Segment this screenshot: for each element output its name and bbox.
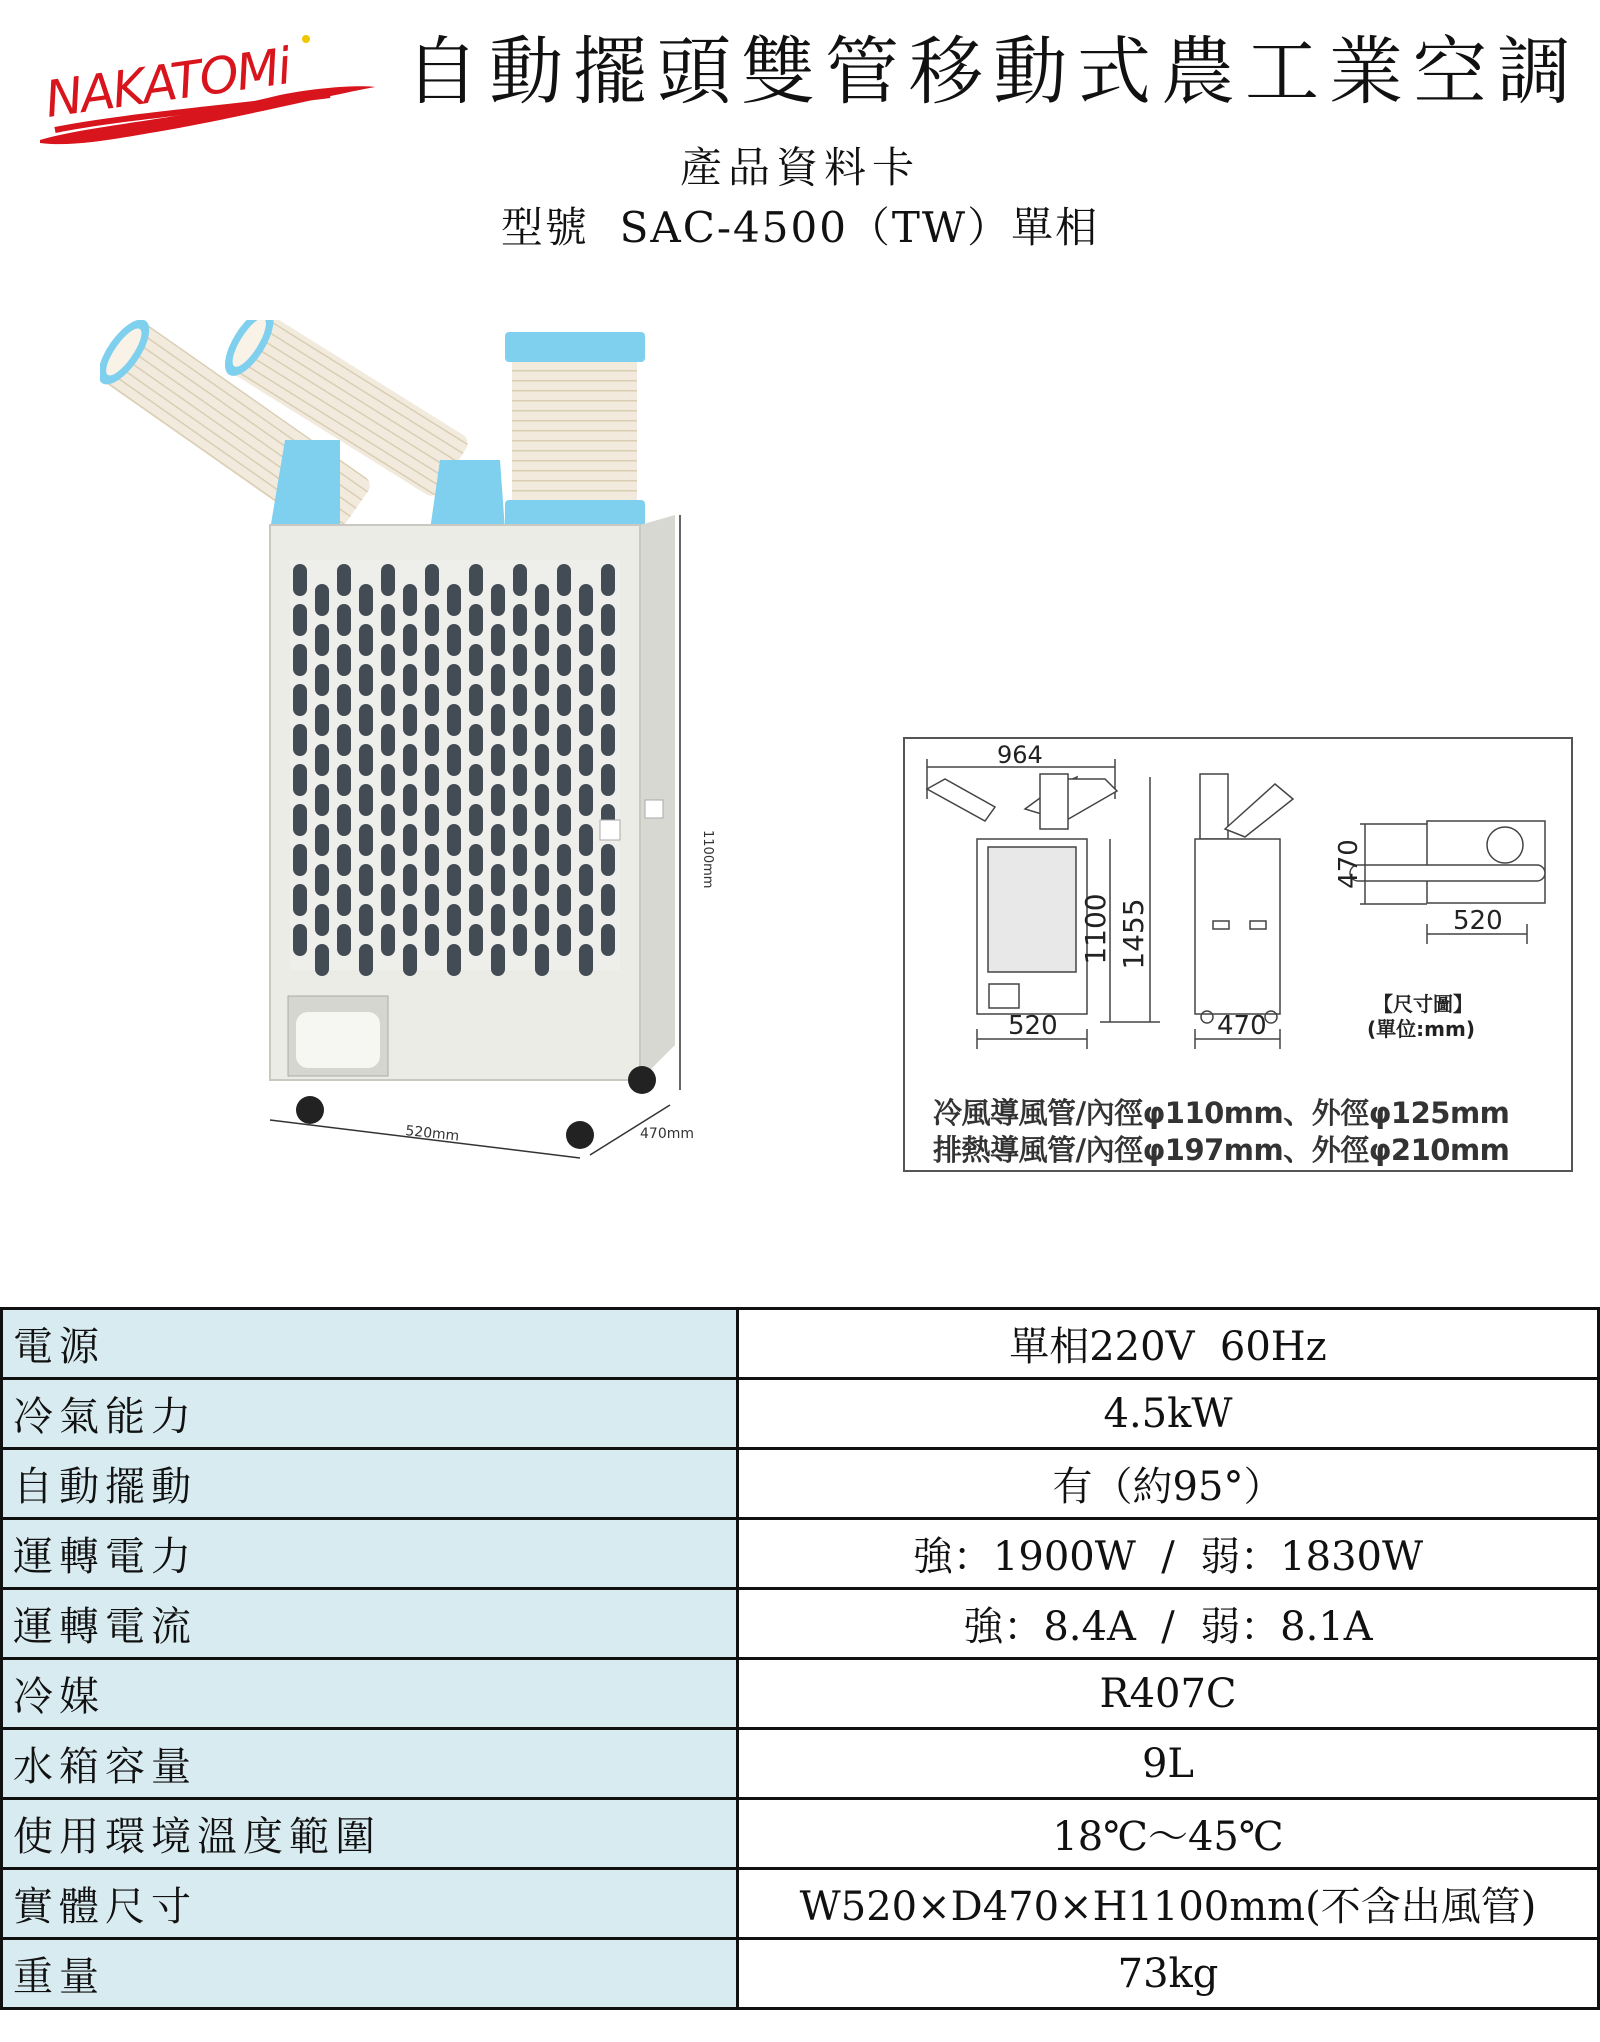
grille-slot xyxy=(557,644,571,676)
grille-slot xyxy=(425,884,439,916)
spec-value: 強：1900W / 弱：1830W xyxy=(738,1519,1599,1589)
grille-slot xyxy=(403,744,417,776)
grille-slot xyxy=(469,924,483,956)
grille-slot xyxy=(337,924,351,956)
grille-slot xyxy=(381,884,395,916)
spec-label: 使用環境溫度範圍 xyxy=(2,1799,738,1869)
grille-slot xyxy=(469,764,483,796)
svg-text:470: 470 xyxy=(1334,839,1364,889)
grille-slot xyxy=(425,764,439,796)
grille-slot xyxy=(535,944,549,976)
grille-slot xyxy=(315,944,329,976)
grille-slot xyxy=(425,924,439,956)
grille-slot xyxy=(579,664,593,696)
grille-slot xyxy=(535,784,549,816)
grille-slot xyxy=(403,904,417,936)
grille-slot xyxy=(491,864,505,896)
grille-slot xyxy=(381,724,395,756)
grille-slot xyxy=(469,724,483,756)
svg-text:1100: 1100 xyxy=(1079,893,1112,965)
grille-slot xyxy=(491,584,505,616)
grille-slot xyxy=(601,684,615,716)
grille-slot xyxy=(381,924,395,956)
grille-slot xyxy=(425,564,439,596)
grille-slot xyxy=(513,684,527,716)
grille-slot xyxy=(337,844,351,876)
grille-slot xyxy=(535,664,549,696)
grille-slot xyxy=(579,944,593,976)
grille-slot xyxy=(447,704,461,736)
grille-slot xyxy=(469,644,483,676)
grille-slot xyxy=(513,924,527,956)
model-number: 型號 SAC-4500（TW）單相 xyxy=(500,203,1100,252)
grille-slot xyxy=(293,644,307,676)
grille-slot xyxy=(447,824,461,856)
grille-slot xyxy=(359,664,373,696)
grille-slot xyxy=(403,704,417,736)
grille-slot xyxy=(315,664,329,696)
grille-slot xyxy=(579,824,593,856)
grille-slot xyxy=(315,624,329,656)
spec-row xyxy=(2,1519,1599,1589)
spec-label: 重量 xyxy=(2,1939,738,2009)
grille-slot xyxy=(293,844,307,876)
grille-slot xyxy=(469,564,483,596)
grille-slot xyxy=(557,804,571,836)
grille-slot xyxy=(601,564,615,596)
grille-slot xyxy=(381,764,395,796)
spec-label: 冷媒 xyxy=(2,1659,738,1729)
grille-slot xyxy=(491,704,505,736)
svg-text:NAKATOMi: NAKATOMi xyxy=(41,37,294,129)
grille-slot xyxy=(425,804,439,836)
grille-slot xyxy=(491,904,505,936)
grille-slot xyxy=(337,564,351,596)
grille-slot xyxy=(557,684,571,716)
grille-slot xyxy=(293,924,307,956)
grille-slot xyxy=(447,584,461,616)
spec-value: 73kg xyxy=(738,1939,1599,2009)
grille-slot xyxy=(293,804,307,836)
grille-slot xyxy=(293,604,307,636)
grille-slot xyxy=(293,684,307,716)
grille-slot xyxy=(403,584,417,616)
grille-slot xyxy=(491,944,505,976)
grille-slot xyxy=(425,644,439,676)
grille-slot xyxy=(337,884,351,916)
grille-slot xyxy=(315,704,329,736)
grille-slot xyxy=(381,604,395,636)
grille-slot xyxy=(403,784,417,816)
grille-slot xyxy=(491,744,505,776)
grille-slot xyxy=(447,624,461,656)
grille-slot xyxy=(425,724,439,756)
spec-label: 冷氣能力 xyxy=(2,1379,738,1449)
grille-slot xyxy=(469,844,483,876)
cold-duct-note: 冷風導風管/內徑φ110mm、外徑φ125mm xyxy=(933,1096,1510,1130)
spec-label: 運轉電力 xyxy=(2,1519,738,1589)
grille-slot xyxy=(557,724,571,756)
grille-slot xyxy=(381,844,395,876)
grille-slot xyxy=(359,864,373,896)
grille-slot xyxy=(447,784,461,816)
grille-slot xyxy=(337,684,351,716)
grille-slot xyxy=(359,904,373,936)
grille-slot xyxy=(381,684,395,716)
heat-duct-note: 排熱導風管/內徑φ197mm、外徑φ210mm xyxy=(933,1133,1510,1167)
nakatomi-logo xyxy=(30,25,380,155)
grille-slot xyxy=(601,764,615,796)
photo-depth-label: 470mm xyxy=(640,1126,694,1142)
grille-slot xyxy=(601,924,615,956)
spec-row xyxy=(2,1869,1599,1939)
grille-slot xyxy=(359,624,373,656)
grille-slot xyxy=(469,804,483,836)
grille-slot xyxy=(359,584,373,616)
spec-value: 9L xyxy=(738,1729,1599,1799)
grille-slot xyxy=(315,904,329,936)
grille-slot xyxy=(557,884,571,916)
spec-label: 運轉電流 xyxy=(2,1589,738,1659)
spec-row xyxy=(2,1449,1599,1519)
grille-slot xyxy=(535,704,549,736)
spec-row xyxy=(2,1309,1599,1379)
spec-row xyxy=(2,1379,1599,1449)
grille-slot xyxy=(557,604,571,636)
grille-slot xyxy=(381,644,395,676)
spec-value: 4.5kW xyxy=(738,1379,1599,1449)
grille-slot xyxy=(513,804,527,836)
svg-text:470: 470 xyxy=(1217,1011,1267,1041)
svg-text:【尺寸圖】: 【尺寸圖】 xyxy=(1373,992,1473,1016)
grille-slot xyxy=(315,744,329,776)
grille-slot xyxy=(469,604,483,636)
grille-slot xyxy=(513,564,527,596)
spec-label: 水箱容量 xyxy=(2,1729,738,1799)
spec-label: 自動擺動 xyxy=(2,1449,738,1519)
grille-slot xyxy=(535,744,549,776)
spec-row xyxy=(2,1589,1599,1659)
grille-slot xyxy=(403,864,417,896)
grille-slot xyxy=(425,604,439,636)
grille-slot xyxy=(425,844,439,876)
grille-slot xyxy=(579,704,593,736)
grille-slot xyxy=(579,864,593,896)
grille-slot xyxy=(447,904,461,936)
grille-slot xyxy=(447,944,461,976)
grille-slot xyxy=(469,884,483,916)
grille-slot xyxy=(535,624,549,656)
grille-slot xyxy=(535,584,549,616)
grille-slot xyxy=(601,644,615,676)
grille-slot xyxy=(403,944,417,976)
grille-slot xyxy=(557,844,571,876)
grille-slot xyxy=(381,804,395,836)
spec-value: 18℃～45℃ xyxy=(738,1799,1599,1869)
grille-slot xyxy=(293,564,307,596)
grille-slot xyxy=(403,824,417,856)
dimension-drawing xyxy=(903,737,1573,1172)
grille-slot xyxy=(513,844,527,876)
grille-slot xyxy=(359,824,373,856)
grille-slot xyxy=(293,764,307,796)
grille-slot xyxy=(337,604,351,636)
grille-slot xyxy=(447,664,461,696)
grille-slot xyxy=(579,624,593,656)
spec-row xyxy=(2,1799,1599,1869)
spec-row xyxy=(2,1939,1599,2009)
product-photo xyxy=(100,320,720,1180)
spec-value: 單相220V 60Hz xyxy=(738,1309,1599,1379)
grille-slot xyxy=(601,604,615,636)
grille-slot xyxy=(535,864,549,896)
grille-slot xyxy=(601,724,615,756)
spec-value: W520×D470×H1100mm(不含出風管) xyxy=(738,1869,1599,1939)
grille-slot xyxy=(315,824,329,856)
grille-slot xyxy=(491,824,505,856)
grille-slot xyxy=(315,584,329,616)
svg-text:520: 520 xyxy=(1008,1011,1058,1041)
grille-slot xyxy=(513,764,527,796)
grille-slot xyxy=(513,604,527,636)
grille-slot xyxy=(491,624,505,656)
grille-slot xyxy=(557,924,571,956)
grille-slot xyxy=(579,744,593,776)
grille-slot xyxy=(403,664,417,696)
grille-slot xyxy=(425,684,439,716)
svg-text:964: 964 xyxy=(997,741,1043,769)
svg-text:520: 520 xyxy=(1453,906,1503,936)
grille-slot xyxy=(293,884,307,916)
spec-value: 有（約95°） xyxy=(738,1449,1599,1519)
grille-slot xyxy=(403,624,417,656)
grille-slot xyxy=(513,724,527,756)
spec-row xyxy=(2,1729,1599,1799)
svg-text:1455: 1455 xyxy=(1117,898,1150,970)
grille-slot xyxy=(513,884,527,916)
grille-slot xyxy=(381,564,395,596)
grille-slot xyxy=(447,864,461,896)
grille-slot xyxy=(447,744,461,776)
spec-table xyxy=(0,1307,1600,2010)
svg-text:(單位:mm): (單位:mm) xyxy=(1367,1017,1475,1041)
spec-label: 電源 xyxy=(2,1309,738,1379)
grille-slot xyxy=(579,784,593,816)
photo-height-label: 1100mm xyxy=(700,830,715,889)
grille-slot xyxy=(315,784,329,816)
spec-row xyxy=(2,1659,1599,1729)
grille-slot xyxy=(579,904,593,936)
photo-width-label: 520mm xyxy=(404,1123,460,1145)
grille-slot xyxy=(359,784,373,816)
grille-slot xyxy=(579,584,593,616)
grille-slot xyxy=(491,784,505,816)
grille-slot xyxy=(337,804,351,836)
grille-slot xyxy=(359,744,373,776)
page-title: 自動擺頭雙管移動式農工業空調 xyxy=(405,29,1581,115)
grille-slot xyxy=(557,764,571,796)
grille-slot xyxy=(315,864,329,896)
page-subtitle: 產品資料卡 xyxy=(679,143,920,192)
grille-slot xyxy=(337,764,351,796)
spec-label: 實體尺寸 xyxy=(2,1869,738,1939)
grille-slot xyxy=(359,704,373,736)
grille-slot xyxy=(293,724,307,756)
grille-slot xyxy=(557,564,571,596)
grille-slot xyxy=(535,904,549,936)
grille-slot xyxy=(513,644,527,676)
grille-slot xyxy=(337,644,351,676)
grille-slot xyxy=(491,664,505,696)
grille-slot xyxy=(359,944,373,976)
spec-value: R407C xyxy=(738,1659,1599,1729)
grille-slot xyxy=(469,684,483,716)
grille-slot xyxy=(535,824,549,856)
spec-value: 強：8.4A / 弱：8.1A xyxy=(738,1589,1599,1659)
grille-slot xyxy=(601,844,615,876)
grille-slot xyxy=(601,884,615,916)
grille-slot xyxy=(337,724,351,756)
